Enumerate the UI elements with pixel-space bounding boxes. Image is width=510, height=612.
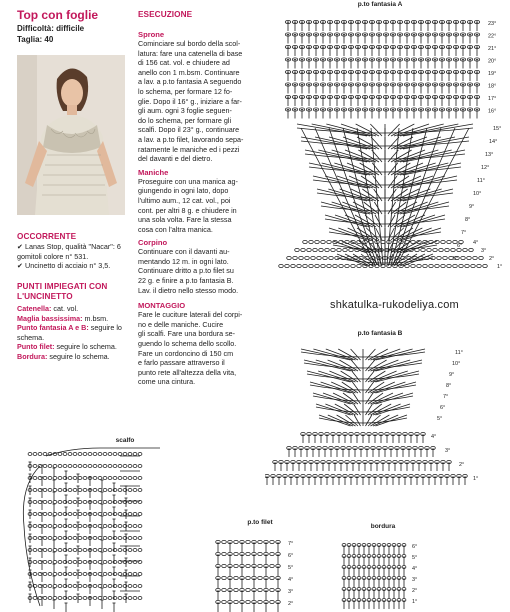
row-number: 4° (473, 240, 479, 246)
instruction-line: Fare un cordoncino di 150 cm (138, 348, 234, 358)
materials-list (17, 242, 137, 271)
instructions-column (138, 30, 266, 387)
instruction-line: giungendo in ogni lato, dopo (138, 186, 229, 196)
row-number: 15° (493, 126, 502, 132)
instruction-line: del davanti e del dietro. (138, 154, 213, 164)
sprone-text (138, 39, 266, 164)
row-number: 2° (288, 601, 294, 607)
material-item: ✔ Lanas Stop, qualità "Nacar": 6 gomitoli colore n° 531. (17, 242, 121, 261)
instruction-line: una sola volta. Fare la stessa (138, 215, 232, 225)
maniche-heading: Maniche (138, 167, 169, 177)
row-number: 11° (455, 350, 463, 356)
instruction-line: a lav. a p.to fantasia A seguendo (138, 77, 242, 87)
row-number: 11° (477, 178, 485, 184)
instruction-line: cont. per altri 8 g. e chiudere in (138, 205, 237, 215)
instruction-line: Proseguire con una manica ag- (138, 176, 238, 186)
instruction-line: di 156 cat. vol. e chiudere ad (138, 58, 230, 68)
stitch-item: Punto filet: seguire lo schema. (17, 342, 117, 352)
montaggio-text (138, 310, 266, 387)
diagram-b-label: p.to fantasia B (357, 330, 403, 337)
instruction-line: gli scalfi. Fare una bordura se- (138, 329, 236, 339)
instruction-line: anello con 1 m.bsm. Continuare (138, 67, 240, 77)
instruction-line: ratamente le maniche ed i pezzi (138, 144, 240, 154)
row-number: 9° (449, 372, 455, 378)
instruction-line: guendo lo schema dello scollo. (138, 339, 237, 349)
row-number: 10° (452, 361, 461, 367)
instruction-line: e farlo passare attraverso il (138, 358, 225, 368)
stitch-item: Punto fantasia A e B: seguire lo schema. (17, 323, 122, 342)
row-number: 6° (288, 553, 294, 559)
row-number: 1° (473, 476, 479, 482)
instruction-line: lo schema, per formare 12 fo- (138, 86, 233, 96)
row-number: 2° (459, 462, 465, 468)
row-number: 6° (457, 243, 463, 249)
row-number: 6° (440, 405, 446, 411)
diagram-a-label: p.to fantasia A (357, 1, 403, 8)
row-number: 7° (288, 541, 294, 547)
row-number: 5° (412, 555, 418, 561)
row-number: 20° (488, 58, 497, 65)
row-number: 7° (443, 394, 449, 400)
difficulty-label: Difficoltà: difficile (17, 24, 85, 33)
row-number: 9° (469, 204, 475, 210)
row-number: 10° (473, 191, 482, 197)
row-number: 4° (288, 577, 294, 583)
row-number: 6° (412, 544, 418, 550)
row-number: 12° (481, 165, 490, 171)
instruction-line: Continuare dritto a p.to filet su (138, 266, 234, 276)
row-number: 16° (488, 108, 497, 115)
instruction-line: a lav. a p.to filet, lavorando sepa- (138, 134, 244, 144)
instruction-line: scalfi. Dopo il 23° g., continuare (138, 125, 240, 135)
corpino-heading: Corpino (138, 238, 168, 248)
bordura-label: bordura (370, 523, 396, 530)
instruction-line: latura: fare una catenella di base (138, 48, 243, 58)
pattern-title: Top con foglie (17, 8, 99, 22)
stitches-heading: PUNTI IMPIEGATI CON L'UNCINETTO (17, 282, 108, 301)
row-number: 3° (481, 248, 487, 254)
row-number: 3° (412, 577, 418, 583)
row-number: 23° (488, 21, 497, 27)
row-number: 14° (489, 139, 498, 145)
row-number: 21° (488, 46, 497, 52)
filet-label: p.to filet (247, 519, 273, 526)
stitches-list (17, 304, 137, 362)
row-number: 1° (412, 599, 418, 605)
instruction-line: come una cintura. (138, 377, 196, 387)
instruction-line: Cominciare sul bordo della scol- (138, 39, 241, 48)
stitch-item: Catenella: cat. vol. (17, 304, 79, 313)
row-number: 22° (488, 33, 497, 40)
material-item: ✔ Uncinetto di acciaio n° 3,5. (17, 261, 111, 271)
row-number: 8° (465, 217, 471, 223)
instruction-line: no e delle maniche. Cucire (138, 319, 224, 329)
instruction-line: do lo schema, per formare gli (138, 115, 232, 125)
instruction-line: gli aum. ogni 3 foglie seguen- (138, 106, 232, 116)
bordura-diagram (336, 535, 431, 612)
row-number: 2° (412, 588, 418, 594)
instruction-line: Lav. il dietro nello stesso modo. (138, 285, 239, 295)
site-watermark: shkatulka-rukodeliya.com (330, 299, 459, 311)
diagram-b (265, 338, 510, 498)
row-number: 8° (446, 383, 452, 389)
row-number: 3° (445, 448, 451, 454)
row-number: 18° (488, 83, 497, 90)
instruction-line: punto rete all'altezza della vita, (138, 367, 237, 377)
row-number: 4° (431, 434, 437, 440)
execution-heading: ESECUZIONE (138, 10, 193, 19)
corpino-text (138, 247, 266, 295)
sprone-heading: Sprone (138, 30, 165, 39)
scalfo-label: scalfo (115, 437, 135, 444)
row-number: 13° (485, 152, 494, 158)
instruction-line: cosa con l'altra manica. (138, 224, 213, 234)
row-number: 1° (497, 264, 503, 270)
row-number: 7° (461, 230, 467, 236)
materials-heading: OCCORRENTE (17, 232, 77, 241)
filet-diagram (210, 530, 305, 612)
stitch-item: Bordura: seguire lo schema. (17, 351, 110, 361)
diagram-a (270, 10, 510, 280)
scalfo-diagram (10, 446, 175, 612)
row-number: 4° (412, 566, 418, 572)
row-number: 5° (453, 256, 459, 262)
stitch-item: Maglia bassissima: m.bsm. (17, 313, 109, 323)
size-label: Taglia: 40 (17, 35, 54, 44)
row-number: 2° (489, 256, 495, 262)
instruction-line: mentando 12 m. in ogni lato. (138, 256, 229, 266)
montaggio-heading: MONTAGGIO (138, 301, 186, 311)
instruction-line: Continuare con il davanti au- (138, 247, 230, 257)
maniche-text (138, 177, 266, 235)
instruction-line: 22 g. e finire a p.to fantasia B. (138, 276, 234, 286)
row-number: 5° (437, 416, 443, 422)
row-number: 5° (288, 565, 294, 571)
row-number: 17° (488, 96, 497, 102)
instruction-line: glie. Dopo il 16° g., iniziare a far- (138, 96, 242, 106)
model-photo (17, 55, 125, 215)
row-number: 19° (488, 71, 497, 77)
instruction-line: l'ultimo aum., 12 cat. vol., poi (138, 195, 231, 205)
row-number: 3° (288, 589, 294, 595)
instruction-line: Fare le cuciture laterali del corpi- (138, 310, 243, 320)
